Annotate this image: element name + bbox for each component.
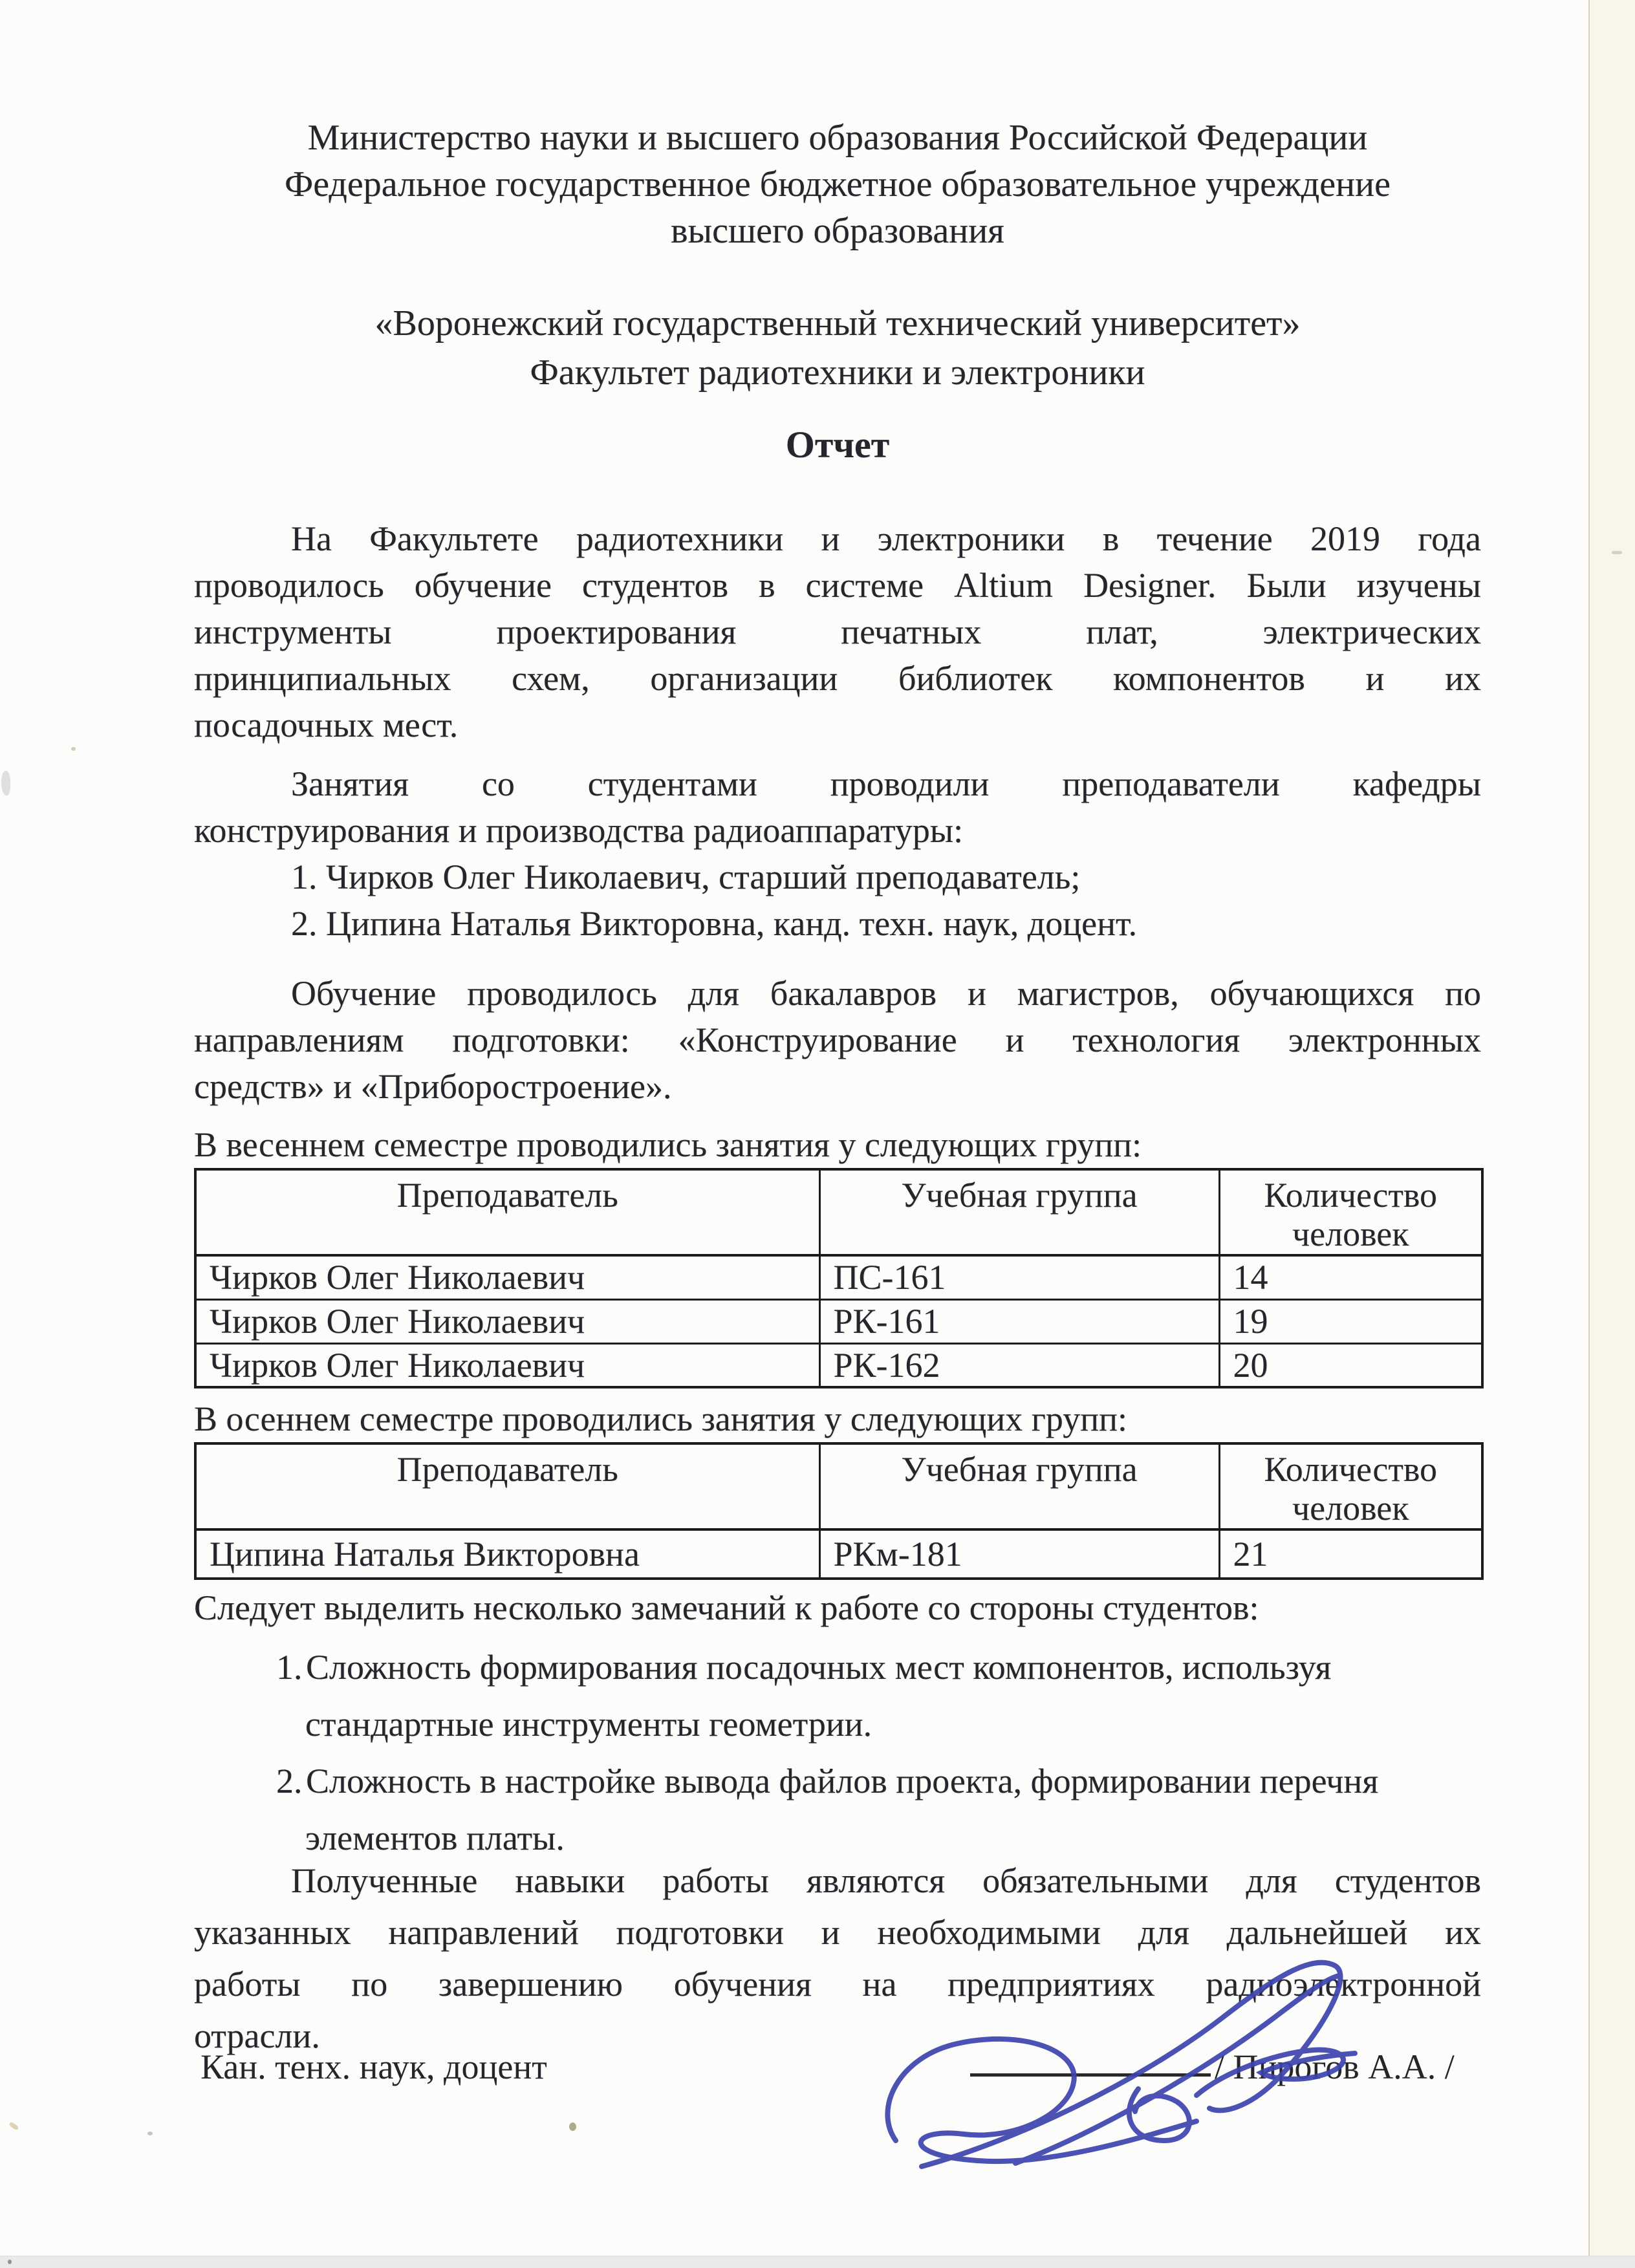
table-row <box>195 1255 1482 1299</box>
caption-line: В весеннем семестре проводились занятия у следующих групп: <box>194 1125 1142 1164</box>
remark-item-text: Сложность формирования посадочных мест компонентов, используя <box>306 1648 1332 1687</box>
spring-table-caption <box>194 1121 1481 1168</box>
remark-item-text: Сложность в настройке вывода файлов проекта, формировании перечня <box>306 1762 1379 1800</box>
scan-speck <box>569 2122 576 2131</box>
table-header-row <box>195 1169 1482 1255</box>
table-header-row <box>195 1443 1482 1529</box>
paragraph-line: Полученные навыки работы являются обязательными для студентов <box>291 1861 1481 1900</box>
paragraph-line: указанных направлений подготовки и необходимыми для дальнейшей их <box>194 1913 1481 1952</box>
teacher-list-item: 1. Чирков Олег Николаевич, старший преподаватель; <box>291 858 1081 896</box>
ministry-header <box>194 114 1481 254</box>
university-name: «Воронежский государственный технический университет» <box>374 303 1301 343</box>
cell-group: РКм-181 <box>819 1529 1219 1579</box>
remark-item-line: стандартные инструменты геометрии. <box>305 1705 872 1744</box>
signature-ink <box>860 1927 1546 2186</box>
cell-group: РК-161 <box>819 1299 1219 1343</box>
paragraph-line: Обучение проводилось для бакалавров и магистров, обучающихся по <box>291 974 1481 1013</box>
paragraph-line: На Факультете радиотехники и электроники в течение 2019 года <box>291 519 1481 558</box>
paragraph-line: посадочных мест. <box>194 706 459 744</box>
table-row <box>195 1529 1482 1579</box>
remark-item-line: элементов платы. <box>305 1819 565 1857</box>
paragraph-line: принципиальных схем, организации библиотек компонентов и их <box>194 659 1481 698</box>
spring-semester-table <box>194 1168 1484 1388</box>
paragraph-line: проводилось обучение студентов в системе Altium Designer. Были изучены <box>194 566 1481 605</box>
autumn-semester-table <box>194 1442 1484 1580</box>
header-teacher: Преподаватель <box>195 1443 819 1529</box>
teacher-list-item: 2. Ципина Наталья Викторовна, канд. техн. наук, доцент. <box>291 904 1138 943</box>
scan-mark <box>1612 551 1622 554</box>
remark-item-number: 2. <box>276 1762 303 1800</box>
signer-position-label: Кан. тенх. наук, доцент <box>200 2047 547 2086</box>
caption-line: В осеннем семестре проводились занятия у следующих групп: <box>194 1399 1128 1438</box>
paragraph-line: направлениям подготовки: «Конструирование и технология электронных <box>194 1021 1481 1059</box>
signer-name-label: / Пирогов А.А. / <box>1215 2047 1455 2086</box>
header-count: Количество человек <box>1219 1443 1482 1529</box>
remark-item-number: 1. <box>276 1648 303 1687</box>
header-count: Количество человек <box>1219 1169 1482 1255</box>
table-row <box>195 1299 1482 1343</box>
university-header <box>194 299 1481 397</box>
education-line: высшего образования <box>671 211 1004 251</box>
ministry-line: Министерство науки и высшего образования Российской Федерации <box>307 118 1368 158</box>
scan-mark <box>1 771 10 795</box>
table-row <box>195 1343 1482 1387</box>
scan-speck <box>71 747 76 751</box>
scan-page-edge <box>1588 0 1635 2267</box>
autumn-table-caption <box>194 1396 1481 1442</box>
paragraph-3 <box>194 970 1481 1110</box>
scan-speck <box>147 2132 153 2135</box>
institution-line: Федеральное государственное бюджетное образовательное учреждение <box>285 164 1391 204</box>
cell-count: 21 <box>1219 1529 1482 1579</box>
paragraph-line: Занятия со студентами проводили преподаватели кафедры <box>291 764 1481 803</box>
faculty-name: Факультет радиотехники и электроники <box>530 352 1145 393</box>
paragraph-1 <box>194 515 1481 748</box>
scan-speck <box>8 2260 12 2264</box>
header-teacher: Преподаватель <box>195 1169 819 1255</box>
paragraph-line: работы по завершению обучения на предприятиях радиоэлектронной <box>194 1965 1481 2003</box>
paragraph-line: инструменты проектирования печатных плат, электрических <box>194 612 1481 651</box>
cell-count: 14 <box>1219 1255 1482 1299</box>
cell-teacher: Чирков Олег Николаевич <box>195 1299 819 1343</box>
paragraph-line: отрасли. <box>194 2016 320 2055</box>
cell-group: РК-162 <box>819 1343 1219 1387</box>
remark-item-line <box>194 1639 1481 1696</box>
cell-group: ПС-161 <box>819 1255 1219 1299</box>
remarks-intro <box>194 1584 1481 1631</box>
cell-teacher: Чирков Олег Николаевич <box>195 1255 819 1299</box>
paragraph-line: средств» и «Приборостроение». <box>194 1067 672 1106</box>
scan-speck <box>8 2121 19 2130</box>
cell-teacher: Ципина Наталья Викторовна <box>195 1529 819 1579</box>
header-group: Учебная группа <box>819 1169 1219 1255</box>
scan-bottom-edge <box>0 2256 1635 2268</box>
remarks-list <box>194 1639 1481 1866</box>
document-title: Отчет <box>785 424 890 466</box>
signature-ink-svg <box>860 1927 1546 2186</box>
remark-item-line <box>194 1753 1481 1809</box>
remarks-intro-line: Следует выделить несколько замечаний к работе со стороны студентов: <box>194 1588 1259 1627</box>
cell-count: 20 <box>1219 1343 1482 1387</box>
cell-count: 19 <box>1219 1299 1482 1343</box>
paragraph-line: конструирования и производства радиоаппаратуры: <box>194 811 964 850</box>
header-group: Учебная группа <box>819 1443 1219 1529</box>
paragraph-2 <box>194 761 1481 947</box>
cell-teacher: Чирков Олег Николаевич <box>195 1343 819 1387</box>
